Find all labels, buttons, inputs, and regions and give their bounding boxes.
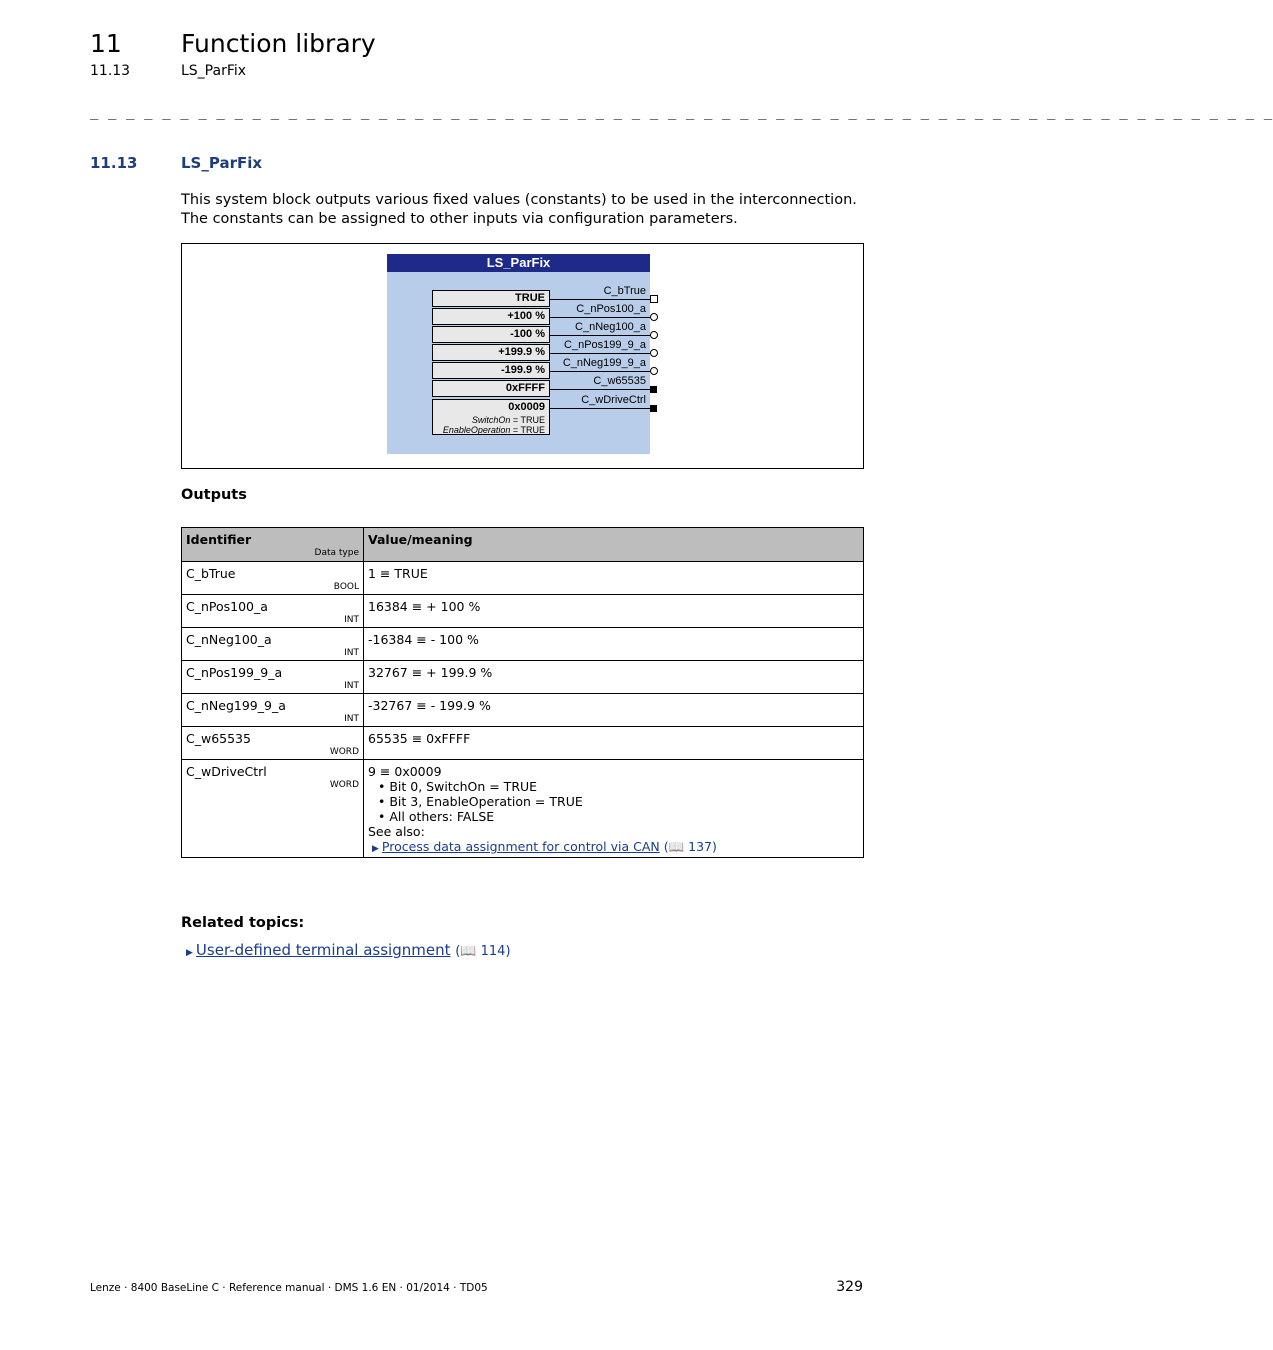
page-ref[interactable]: (📖 137) xyxy=(663,839,717,854)
constant-pos199: +199.9 % xyxy=(432,344,550,361)
output-line xyxy=(550,299,651,300)
word-connector-icon xyxy=(650,405,657,412)
output-line xyxy=(550,371,651,372)
chapter-number: 11 xyxy=(90,29,122,58)
table-row xyxy=(182,760,864,858)
footer-text: Lenze · 8400 BaseLine C · Reference manual · DMS 1.6 EN · 01/2014 · TD05 xyxy=(90,1282,488,1294)
data-type: INT xyxy=(344,615,359,625)
value-cell: 32767 ≡ + 199.9 % xyxy=(364,661,864,694)
output-line xyxy=(550,335,651,336)
related-topics-heading: Related topics: xyxy=(181,915,305,931)
constant-drivectrl-value: 0x0009 xyxy=(508,401,545,413)
output-label-nneg199: C_nNeg199_9_a xyxy=(562,357,646,369)
table-row xyxy=(182,628,864,661)
note1-name: SwitchOn xyxy=(471,415,511,425)
section-number: 11.13 xyxy=(90,154,138,172)
output-label-nneg100: C_nNeg100_a xyxy=(575,321,646,333)
see-also-label: See also: xyxy=(368,824,425,839)
analog-connector-icon xyxy=(650,331,658,339)
value-cell: 65535 ≡ 0xFFFF xyxy=(364,727,864,760)
identifier-cell xyxy=(182,562,364,595)
output-label-wdrivectrl: C_wDriveCtrl xyxy=(581,394,646,406)
running-section-number: 11.13 xyxy=(90,63,131,79)
identifier-cell xyxy=(182,595,364,628)
see-also-link-row xyxy=(368,839,859,855)
note2-value: = TRUE xyxy=(510,425,545,435)
value-cell: 16384 ≡ + 100 % xyxy=(364,595,864,628)
bullet-item: • All others: FALSE xyxy=(378,809,495,824)
chapter-title: Function library xyxy=(181,29,376,58)
identifier: C_nNeg199_9_a xyxy=(186,698,286,713)
outputs-table xyxy=(181,527,864,858)
note2-name: EnableOperation xyxy=(442,425,511,435)
data-type: WORD xyxy=(329,747,359,757)
data-type: INT xyxy=(344,648,359,658)
constant-pos100: +100 % xyxy=(432,308,550,325)
header-datatype-label: Data type xyxy=(314,548,359,558)
constant-note-line2 xyxy=(433,425,545,435)
related-link-row xyxy=(186,941,511,959)
output-line xyxy=(550,408,651,409)
output-label-w65535: C_w65535 xyxy=(593,375,646,387)
note1-value: = TRUE xyxy=(510,415,545,425)
intro-paragraph: This system block outputs various fixed values (constants) to be used in the interconnection. The constants can be assigned to other inputs via configuration parameters. xyxy=(181,192,857,227)
analog-connector-icon xyxy=(650,349,658,357)
function-block-title: LS_ParFix xyxy=(387,254,650,272)
output-label-npos100: C_nPos100_a xyxy=(576,303,646,315)
bool-connector-icon xyxy=(650,295,658,303)
table-row xyxy=(182,694,864,727)
table-row xyxy=(182,595,864,628)
output-line xyxy=(550,389,651,390)
identifier: C_wDriveCtrl xyxy=(186,764,267,779)
output-label-npos199: C_nPos199_9_a xyxy=(564,339,646,351)
table-row xyxy=(182,727,864,760)
constant-drivectrl xyxy=(432,399,550,435)
analog-connector-icon xyxy=(650,367,658,375)
identifier-cell xyxy=(182,628,364,661)
table-header-row xyxy=(182,528,864,562)
output-line xyxy=(550,353,651,354)
identifier-cell xyxy=(182,760,364,858)
value-main: 9 ≡ 0x0009 xyxy=(368,764,442,779)
data-type: INT xyxy=(344,714,359,724)
value-cell: -16384 ≡ - 100 % xyxy=(364,628,864,661)
identifier: C_nNeg100_a xyxy=(186,632,272,647)
header-identifier xyxy=(182,528,364,562)
data-type: BOOL xyxy=(333,582,359,592)
constant-note-line1 xyxy=(433,415,545,425)
outputs-heading: Outputs xyxy=(181,487,247,503)
identifier-cell xyxy=(182,727,364,760)
process-data-link[interactable]: Process data assignment for control via CAN xyxy=(381,839,660,854)
header-separator: _ _ _ _ _ _ _ _ _ _ _ _ _ _ _ _ _ _ _ _ _ _ _ _ _ _ _ _ _ _ _ _ _ _ _ _ _ _ _ _ _ _ _ _ _ _ _ _ _ _ _ _ _ _ _ _ _ _ _ _ _ _ _ _ _ _ xyxy=(90,104,1273,120)
output-line xyxy=(550,317,651,318)
header-identifier-label: Identifier xyxy=(186,532,252,547)
identifier: C_nPos199_9_a xyxy=(186,665,283,680)
constant-true: TRUE xyxy=(432,290,550,307)
identifier: C_bTrue xyxy=(186,566,236,581)
data-type: INT xyxy=(344,681,359,691)
value-cell: 1 ≡ TRUE xyxy=(364,562,864,595)
section-title: LS_ParFix xyxy=(181,154,263,172)
header-value: Value/meaning xyxy=(364,528,864,562)
analog-connector-icon xyxy=(650,313,658,321)
bullet-item: • Bit 3, EnableOperation = TRUE xyxy=(378,794,583,809)
link-arrow-icon: ▶ xyxy=(186,948,193,958)
link-arrow-icon: ▶ xyxy=(372,844,379,854)
page-number: 329 xyxy=(836,1279,863,1295)
identifier-cell xyxy=(182,694,364,727)
word-connector-icon xyxy=(650,386,657,393)
table-row xyxy=(182,562,864,595)
value-cell: -32767 ≡ - 199.9 % xyxy=(364,694,864,727)
user-defined-terminal-link[interactable]: User-defined terminal assignment xyxy=(195,941,451,959)
running-section-title: LS_ParFix xyxy=(181,63,247,79)
constant-neg199: -199.9 % xyxy=(432,362,550,379)
constant-ffff: 0xFFFF xyxy=(432,380,550,397)
output-label-btrue: C_bTrue xyxy=(603,285,646,297)
page-ref[interactable]: (📖 114) xyxy=(455,944,511,959)
data-type: WORD xyxy=(329,780,359,790)
identifier: C_w65535 xyxy=(186,731,251,746)
identifier: C_nPos100_a xyxy=(186,599,268,614)
bullet-item: • Bit 0, SwitchOn = TRUE xyxy=(378,779,538,794)
constant-neg100: -100 % xyxy=(432,326,550,343)
value-cell xyxy=(364,760,864,858)
table-row xyxy=(182,661,864,694)
identifier-cell xyxy=(182,661,364,694)
